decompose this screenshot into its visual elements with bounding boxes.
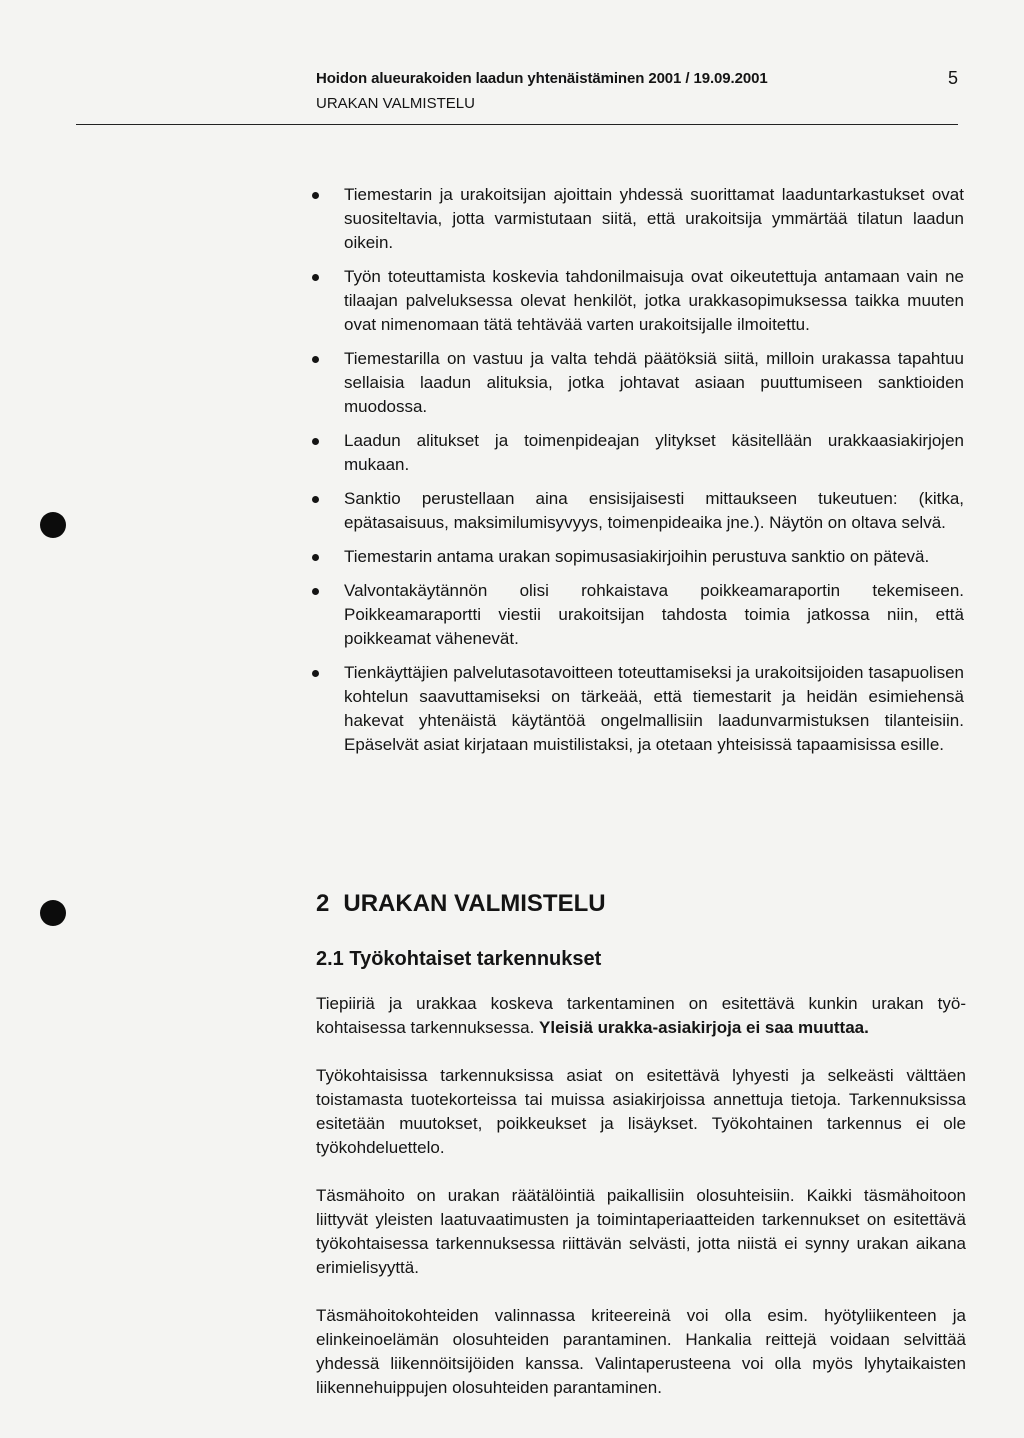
paragraph [316, 992, 966, 1040]
paragraph-emphasis: Yleisiä urakka-asiakirjoja ei saa muuttaa. [539, 1018, 869, 1037]
bullet-icon [312, 670, 319, 677]
section-heading [316, 888, 966, 920]
list-item [310, 487, 964, 535]
bullet-icon [312, 356, 319, 363]
section-title: URAKAN VALMISTELU [343, 890, 606, 917]
list-item-text: Työn toteuttamista koskevia tahdonilmaisuja ovat oikeutettuja antamaan vain ne tilaajan palveluksessa olevat henkilöt, jotka urakkasopimuksessa taikka muuten ovat nimenomaan tätä tehtävää varten urakoitsijalle ilmoitettu. [344, 267, 964, 334]
list-item [310, 545, 964, 569]
list-item-text: Sanktio perustellaan aina ensisijaisesti mittaukseen tukeutuen: (kitka, epätasaisuus, maksimilumisyvyys, toimenpideaika jne.). Näytön on oltava selvä. [344, 489, 964, 532]
bullet-icon [312, 274, 319, 281]
list-item-text: Tiemestarin ja urakoitsijan ajoittain yhdessä suorittamat laaduntarkastukset ovat suositeltavia, jotta varmistutaan siitä, että urakoitsija ymmärtää tilatun laadun oikein. [344, 185, 964, 252]
bullet-icon [312, 588, 319, 595]
list-item-text: Valvontakäytännön olisi rohkaistava poikkeamaraportin tekemiseen. Poikkeamaraportti viestii urakoitsijan tahdosta toimia jatkossa niin, että poikkeamat vähenevät. [344, 581, 964, 648]
binder-hole-lower [40, 900, 66, 926]
list-item [310, 347, 964, 419]
paragraph: Työkohtaisissa tarkennuksissa asiat on esitettävä lyhyesti ja selkeästi välttäen toistamasta tuotekorteissa tai muissa asiakirjoissa annettuja tietoja. Tarkennuksissa esitetään muutokset, poikkeukset ja lisäykset. Työkohtainen tarkennus ei ole työkohdeluettelo. [316, 1066, 966, 1157]
subsection-heading: 2.1 Työkohtaiset tarkennukset [316, 948, 602, 970]
section-number: 2 [316, 890, 330, 917]
bullet-icon [312, 192, 319, 199]
page-number: 5 [947, 68, 958, 88]
bullet-icon [312, 496, 319, 503]
bullet-icon [312, 438, 319, 445]
header-section: URAKAN VALMISTELU [316, 95, 475, 112]
list-item-text: Tiemestarin antama urakan sopimusasiakirjoihin perustuva sanktio on pätevä. [344, 547, 930, 566]
bullet-list [310, 183, 964, 767]
list-item [310, 265, 964, 337]
list-item-text: Laadun alitukset ja toimenpideajan ylitykset käsitellään urakkaasiakirjojen mukaan. [344, 431, 964, 474]
list-item [310, 579, 964, 651]
page-header [316, 70, 958, 112]
binder-hole-upper [40, 512, 66, 538]
paragraph-text: Tiepiiriä ja urakkaa koskeva tarkentaminen on esitettävä kunkin urakan työkohtaisessa tarkennuksessa. [316, 994, 966, 1037]
list-item [310, 661, 964, 757]
list-item-text: Tienkäyttäjien palvelutasotavoitteen toteuttamiseksi ja urakoitsijoiden tasapuolisen kohtelun saavuttamiseksi on tärkeää, että tiemestarit ja heidän esimiehensä hakevat yhtenäistä käytäntöä ongelmallisiin laadunvarmistuksen tilanteisiin. Epäselvät asiat kirjataan muistilistaksi, ja otetaan yhteisissä tapaamisissa esille. [344, 663, 964, 754]
header-title: Hoidon alueurakoiden laadun yhtenäistäminen 2001 / 19.09.2001 [316, 70, 768, 87]
list-item [310, 183, 964, 255]
list-item [310, 429, 964, 477]
list-item-text: Tiemestarilla on vastuu ja valta tehdä päätöksiä siitä, milloin urakassa tapahtuu sellaisia laadun alituksia, jotka johtavat asiaan puuttumiseen sanktioiden muodossa. [344, 349, 964, 416]
main-content [316, 888, 966, 1424]
paragraph: Täsmähoito on urakan räätälöintiä paikallisiin olosuhteisiin. Kaikki täsmähoitoon liittyvät yleisten laatuvaatimusten ja toimintaperiaatteiden tarkennukset on esitettävä työkohtaisessa tarkennuksessa riittävän selvästi, jotta niistä ei synny urakan aikana erimielisyyttä. [316, 1186, 966, 1277]
bullet-icon [312, 554, 319, 561]
header-divider [76, 124, 958, 125]
paragraph: Täsmähoitokohteiden valinnassa kriteereinä voi olla esim. hyötyliikenteen ja elinkeinoelämän olosuhteiden parantaminen. Hankalia reittejä voidaan selvittää yhdessä liikennöitsijöiden kanssa. Valintaperusteena voi olla myös lyhytaikaisten liikennehuippujen olosuhteiden parantaminen. [316, 1306, 966, 1397]
